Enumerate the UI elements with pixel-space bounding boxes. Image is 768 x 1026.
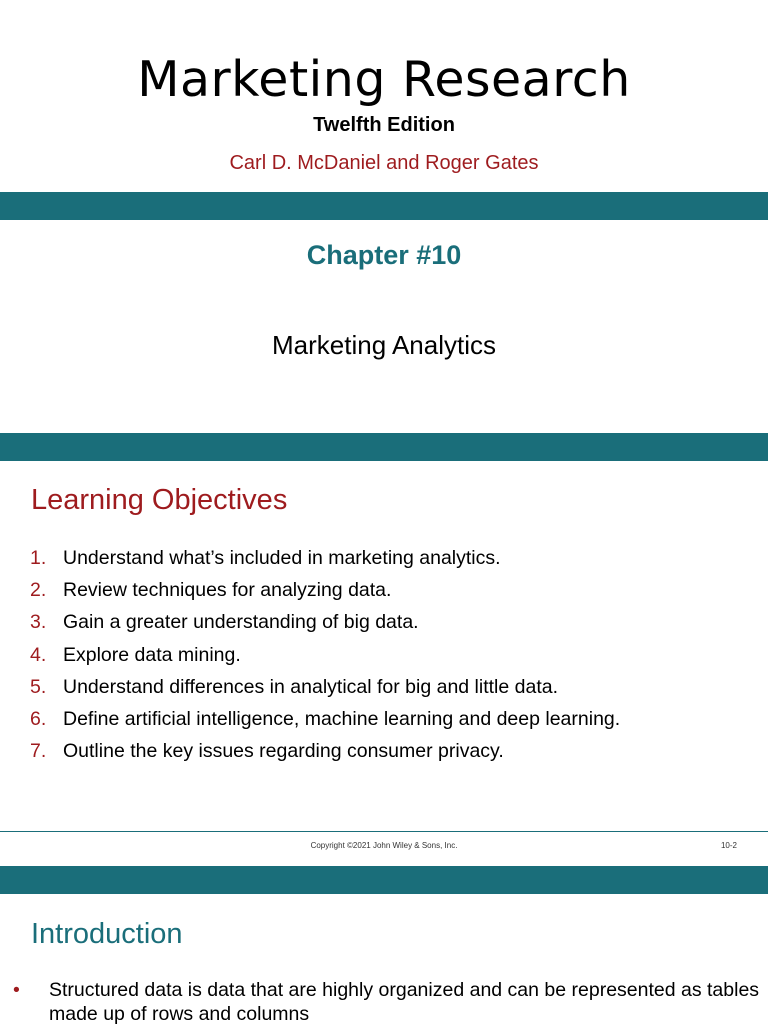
introduction-heading: Introduction [31, 918, 183, 950]
learning-objectives-list [30, 542, 620, 767]
objective-number: 6. [30, 707, 47, 730]
slide-divider-band [0, 433, 768, 461]
objective-number: 2. [30, 579, 47, 602]
footer-rule [0, 831, 768, 832]
objective-text: Define artificial intelligence, machine learning and deep learning. [63, 707, 621, 730]
objective-item [30, 703, 620, 735]
objective-number: 7. [30, 740, 47, 763]
objective-number: 4. [30, 643, 47, 666]
objective-text: Understand differences in analytical for big and little data. [63, 675, 559, 698]
slide-divider-band [0, 192, 768, 220]
chapter-title: Marketing Analytics [272, 330, 496, 360]
objective-item [30, 542, 620, 574]
book-title: Marketing Research [137, 51, 631, 108]
objective-text: Understand what’s included in marketing analytics. [63, 547, 501, 569]
objective-item [30, 606, 620, 638]
objective-item [30, 574, 620, 606]
objective-text: Outline the key issues regarding consumer privacy. [63, 740, 504, 763]
authors-line: Carl D. McDaniel and Roger Gates [229, 152, 539, 174]
chapter-number: Chapter #10 [306, 240, 462, 270]
objective-text: Explore data mining. [63, 643, 241, 666]
objective-number: 5. [30, 675, 47, 698]
objective-text: Review techniques for analyzing data. [63, 579, 392, 602]
objective-number: 1. [30, 547, 47, 569]
edition-label: Twelfth Edition [313, 114, 455, 136]
objective-item [30, 671, 620, 703]
bullet-text: Structured data is data that are highly organized and can be represented as tables made up of rows and columns [49, 979, 760, 1025]
slide-divider-band [0, 866, 768, 894]
bullet-icon: • [13, 979, 20, 1001]
objective-item [30, 735, 620, 767]
footer-copyright: Copyright ©2021 John Wiley & Sons, Inc. [310, 841, 458, 850]
intro-bullet-item [13, 978, 761, 1026]
objective-item [30, 639, 620, 671]
learning-objectives-heading: Learning Objectives [31, 484, 288, 516]
footer-page-number: 10-2 [720, 841, 737, 850]
objective-number: 3. [30, 611, 47, 634]
objective-text: Gain a greater understanding of big data. [63, 611, 419, 634]
